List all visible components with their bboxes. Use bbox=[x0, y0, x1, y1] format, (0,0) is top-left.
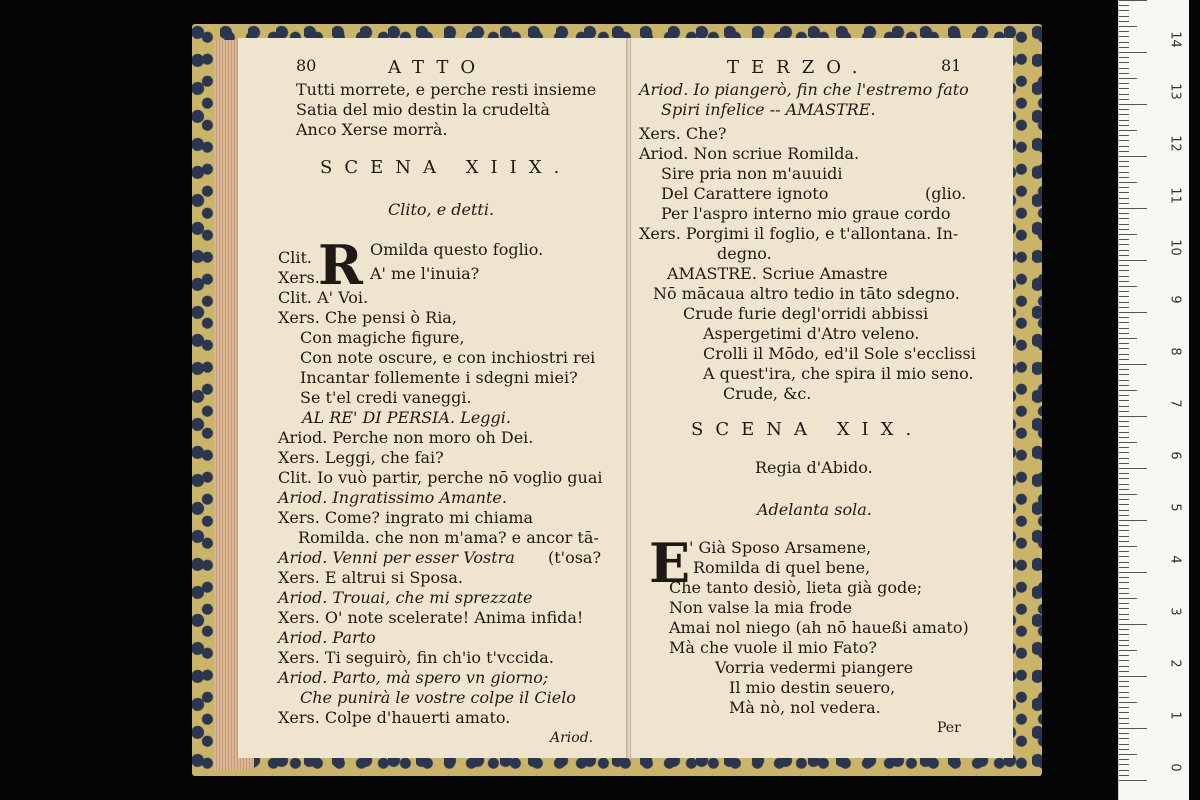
ruler-tick bbox=[1119, 754, 1137, 755]
text-line: Omilda questo foglio. bbox=[370, 240, 544, 259]
ruler-tick bbox=[1119, 624, 1147, 625]
text-line: Crude furie degl'orridi abbissi bbox=[683, 304, 929, 323]
text-line: Xers. Colpe d'hauerti amato. bbox=[278, 708, 511, 727]
text-line: Per l'aspro interno mio graue cordo bbox=[661, 204, 951, 223]
ruler-tick bbox=[1119, 650, 1137, 651]
ruler-label: 11 bbox=[1167, 187, 1183, 204]
text-line: Non valse la mia frode bbox=[669, 598, 853, 617]
measurement-ruler bbox=[1118, 0, 1189, 800]
ruler-tick bbox=[1119, 166, 1129, 167]
text-line: Xers. Che? bbox=[639, 124, 727, 143]
speaker-label: Xers. bbox=[278, 268, 320, 287]
ruler-label: 5 bbox=[1167, 503, 1183, 512]
ruler-tick bbox=[1119, 286, 1137, 287]
ruler-tick bbox=[1119, 406, 1129, 407]
text-line: Xers. Come? ingrato mi chiama bbox=[278, 508, 534, 527]
ruler-tick bbox=[1119, 468, 1147, 469]
ruler-tick bbox=[1119, 218, 1129, 219]
ruler-tick bbox=[1119, 265, 1129, 266]
ruler-tick bbox=[1119, 78, 1137, 79]
text-line: AMASTRE. Scriue Amastre bbox=[667, 264, 888, 283]
ruler-tick bbox=[1119, 515, 1129, 516]
ruler-tick bbox=[1119, 681, 1129, 682]
ruler-tick bbox=[1119, 26, 1137, 27]
right-running-head: TERZO. bbox=[727, 57, 870, 78]
ruler-tick bbox=[1119, 489, 1129, 490]
ruler-label: 2 bbox=[1167, 659, 1183, 668]
ruler-tick bbox=[1119, 551, 1129, 552]
ruler-label: 7 bbox=[1167, 399, 1183, 408]
ruler-tick bbox=[1119, 541, 1129, 542]
ruler-tick bbox=[1119, 234, 1137, 235]
ruler-tick bbox=[1119, 452, 1129, 453]
ruler-tick bbox=[1119, 666, 1129, 667]
ruler-tick bbox=[1119, 614, 1129, 615]
ruler-tick bbox=[1119, 270, 1129, 271]
ruler-tick bbox=[1119, 645, 1129, 646]
catchword: Ariod. bbox=[550, 730, 594, 746]
text-line: Ariod. Ingratissimo Amante. bbox=[278, 488, 507, 507]
ruler-tick bbox=[1119, 484, 1129, 485]
ruler-tick bbox=[1119, 307, 1129, 308]
left-page bbox=[238, 38, 627, 758]
ruler-tick bbox=[1119, 348, 1129, 349]
ruler-tick bbox=[1119, 619, 1129, 620]
text-line: Incantar follemente i sdegni miei? bbox=[300, 368, 578, 387]
left-page-number: 80 bbox=[296, 56, 317, 75]
ruler-label: 3 bbox=[1167, 607, 1183, 616]
ruler-tick bbox=[1119, 562, 1129, 563]
ruler-tick bbox=[1119, 660, 1129, 661]
ruler-tick bbox=[1119, 354, 1129, 355]
ruler-tick bbox=[1119, 473, 1129, 474]
text-line: A quest'ira, che spira il mio seno. bbox=[703, 364, 974, 383]
ruler-tick bbox=[1119, 317, 1129, 318]
ruler-tick bbox=[1119, 770, 1129, 771]
ruler-tick bbox=[1119, 707, 1129, 708]
ruler-tick bbox=[1119, 728, 1147, 729]
ruler-tick bbox=[1119, 775, 1129, 776]
ruler-tick bbox=[1119, 640, 1129, 641]
ruler-tick bbox=[1119, 187, 1129, 188]
text-line: Ariod. Non scriue Romilda. bbox=[639, 144, 860, 163]
ruler-tick bbox=[1119, 192, 1129, 193]
ruler-tick bbox=[1119, 52, 1147, 53]
text-line: Ariod. Parto bbox=[278, 628, 376, 647]
text-line: Il mio destin seuero, bbox=[729, 678, 896, 697]
text-line: Crude, &c. bbox=[723, 384, 812, 403]
ruler-tick bbox=[1119, 359, 1129, 360]
ruler-tick bbox=[1119, 598, 1137, 599]
text-line: Con note oscure, e con inchiostri rei bbox=[300, 348, 596, 367]
ruler-tick bbox=[1119, 718, 1129, 719]
ruler-tick bbox=[1119, 296, 1129, 297]
ruler-label: 12 bbox=[1167, 135, 1183, 152]
ruler-tick bbox=[1119, 208, 1147, 209]
ruler-tick bbox=[1119, 676, 1147, 677]
ruler-tick bbox=[1119, 120, 1129, 121]
ruler-tick bbox=[1119, 177, 1129, 178]
ruler-tick bbox=[1119, 135, 1129, 136]
ruler-tick bbox=[1119, 478, 1129, 479]
ruler-tick bbox=[1119, 42, 1129, 43]
ruler-tick bbox=[1119, 603, 1129, 604]
ruler-tick bbox=[1119, 733, 1129, 734]
text-line: (glio. bbox=[925, 184, 967, 203]
text-line: Ariod. Venni per esser Vostra bbox=[278, 548, 515, 567]
ruler-label: 8 bbox=[1167, 347, 1183, 356]
text-line: Tutti morrete, e perche resti insieme bbox=[296, 80, 597, 99]
ruler-tick bbox=[1119, 260, 1147, 261]
ruler-tick bbox=[1119, 463, 1129, 464]
ruler-tick bbox=[1119, 447, 1129, 448]
ruler-tick bbox=[1119, 374, 1129, 375]
ruler-tick bbox=[1119, 114, 1129, 115]
ruler-tick bbox=[1119, 671, 1129, 672]
ruler-tick bbox=[1119, 442, 1137, 443]
ruler-tick bbox=[1119, 203, 1129, 204]
ruler-tick bbox=[1119, 536, 1129, 537]
text-line: Nō mācaua altro tedio in tāto sdegno. bbox=[653, 284, 960, 303]
ruler-tick bbox=[1119, 73, 1129, 74]
ruler-tick bbox=[1119, 437, 1129, 438]
ruler-tick bbox=[1119, 749, 1129, 750]
ruler-tick bbox=[1119, 385, 1129, 386]
ruler-tick bbox=[1119, 458, 1129, 459]
text-line: A' me l'inuia? bbox=[370, 264, 480, 283]
text-line: Ariod. Trouai, che mi sprezzate bbox=[278, 588, 533, 607]
text-line: Xers. Che pensi ò Ria, bbox=[278, 308, 457, 327]
ruler-tick bbox=[1119, 109, 1129, 110]
text-line: Aspergetimi d'Atro veleno. bbox=[703, 324, 920, 343]
text-line: Con magiche figure, bbox=[300, 328, 465, 347]
ruler-tick bbox=[1119, 250, 1129, 251]
ruler-tick bbox=[1119, 130, 1137, 131]
ruler-tick bbox=[1119, 400, 1129, 401]
text-line: Mà nò, nol vedera. bbox=[729, 698, 881, 717]
ruler-tick bbox=[1119, 213, 1129, 214]
ruler-tick bbox=[1119, 104, 1147, 105]
ruler-tick bbox=[1119, 510, 1129, 511]
ruler-label: 14 bbox=[1167, 31, 1183, 48]
stage-direction: Adelanta sola. bbox=[757, 500, 872, 519]
ruler-tick bbox=[1119, 57, 1129, 58]
ruler-tick bbox=[1119, 380, 1129, 381]
text-line: Crolli il Mōdo, ed'il Sole s'ecclissi bbox=[703, 344, 976, 363]
speaker-label: Clit. bbox=[278, 248, 312, 267]
ruler-tick bbox=[1119, 5, 1129, 6]
text-line: Che tanto desiò, lieta già gode; bbox=[669, 578, 923, 597]
ruler-tick bbox=[1119, 416, 1147, 417]
text-line: Xers. Porgimi il foglio, e t'allontana. In- bbox=[639, 224, 959, 243]
ruler-tick bbox=[1119, 10, 1129, 11]
ruler-tick bbox=[1119, 634, 1129, 635]
stage-direction: Clito, e detti. bbox=[388, 200, 495, 219]
ruler-tick bbox=[1119, 530, 1129, 531]
ruler-tick bbox=[1119, 520, 1147, 521]
ruler-tick bbox=[1119, 744, 1129, 745]
location-line: Regia d'Abido. bbox=[755, 458, 873, 477]
ruler-tick bbox=[1119, 291, 1129, 292]
text-line: Xers. Ti seguirò, fin ch'io t'vccida. bbox=[278, 648, 554, 667]
ruler-tick bbox=[1119, 494, 1137, 495]
text-line: Clit. A' Voi. bbox=[278, 288, 369, 307]
ruler-label: 10 bbox=[1167, 239, 1183, 256]
text-line: Xers. E altrui si Sposa. bbox=[278, 568, 463, 587]
text-line: Clit. Io vuò partir, perche nō voglio guai bbox=[278, 468, 603, 487]
text-line: Ariod. Parto, mà spero vn giorno; bbox=[278, 668, 549, 687]
ruler-tick bbox=[1119, 572, 1147, 573]
ruler-tick bbox=[1119, 432, 1129, 433]
ruler-tick bbox=[1119, 255, 1129, 256]
ruler-tick bbox=[1119, 0, 1147, 1]
ruler-tick bbox=[1119, 229, 1129, 230]
ruler-tick bbox=[1119, 31, 1129, 32]
text-line: Anco Xerse morrà. bbox=[296, 120, 448, 139]
text-line: Amai nol niego (ah nō haueßi amato) bbox=[669, 618, 969, 637]
ruler-tick bbox=[1119, 88, 1129, 89]
text-line: Ariod. Perche non moro oh Dei. bbox=[278, 428, 534, 447]
ruler-tick bbox=[1119, 629, 1129, 630]
ruler-tick bbox=[1119, 281, 1129, 282]
ruler-label: 1 bbox=[1167, 711, 1183, 720]
ruler-tick bbox=[1119, 146, 1129, 147]
ruler-label: 4 bbox=[1167, 555, 1183, 564]
ruler-tick bbox=[1119, 312, 1147, 313]
ruler-tick bbox=[1119, 759, 1129, 760]
text-line: Se t'el credi vaneggi. bbox=[300, 388, 472, 407]
ruler-tick bbox=[1119, 608, 1129, 609]
ruler-tick bbox=[1119, 712, 1129, 713]
ruler-tick bbox=[1119, 83, 1129, 84]
ruler-tick bbox=[1119, 686, 1129, 687]
ruler-tick bbox=[1119, 546, 1137, 547]
text-line: Vorria vedermi piangere bbox=[715, 658, 914, 677]
ruler-tick bbox=[1119, 36, 1129, 37]
ruler-tick bbox=[1119, 567, 1129, 568]
ruler-tick bbox=[1119, 172, 1129, 173]
left-running-head: ATTO bbox=[388, 57, 488, 78]
text-line: Sire pria non m'auuidi bbox=[661, 164, 843, 183]
ruler-tick bbox=[1119, 343, 1129, 344]
text-line: Del Carattere ignoto bbox=[661, 184, 829, 203]
ruler-tick bbox=[1119, 21, 1129, 22]
text-line: degno. bbox=[717, 244, 772, 263]
text-line: Romilda di quel bene, bbox=[693, 558, 871, 577]
ruler-tick bbox=[1119, 99, 1129, 100]
ruler-tick bbox=[1119, 364, 1147, 365]
text-line: Xers. O' note scelerate! Anima infida! bbox=[278, 608, 584, 627]
ruler-tick bbox=[1119, 198, 1129, 199]
ruler-tick bbox=[1119, 764, 1129, 765]
ruler-tick bbox=[1119, 47, 1129, 48]
ruler-tick bbox=[1119, 697, 1129, 698]
ruler-tick bbox=[1119, 182, 1137, 183]
ruler-label: 13 bbox=[1167, 83, 1183, 100]
text-line: AL RE' DI PERSIA. Leggi. bbox=[302, 408, 511, 427]
ruler-tick bbox=[1119, 322, 1129, 323]
ruler-tick bbox=[1119, 125, 1129, 126]
ruler-tick bbox=[1119, 499, 1129, 500]
ruler-tick bbox=[1119, 140, 1129, 141]
ruler-tick bbox=[1119, 302, 1129, 303]
ruler-tick bbox=[1119, 390, 1137, 391]
text-line: Romilda. che non m'ama? e ancor tā- bbox=[298, 528, 599, 547]
ruler-tick bbox=[1119, 161, 1129, 162]
right-page-number: 81 bbox=[941, 56, 962, 75]
ruler-label: 6 bbox=[1167, 451, 1183, 460]
ruler-tick bbox=[1119, 16, 1129, 17]
ruler-tick bbox=[1119, 426, 1129, 427]
ruler-tick bbox=[1119, 338, 1137, 339]
text-line: ' Già Sposo Arsamene, bbox=[689, 538, 872, 557]
ruler-tick bbox=[1119, 692, 1129, 693]
ruler-tick bbox=[1119, 556, 1129, 557]
text-line: Spiri infelice -- AMASTRE. bbox=[661, 100, 876, 119]
text-line: Ariod. Io piangerò, fin che l'estremo fato bbox=[639, 80, 969, 99]
ruler-tick bbox=[1119, 582, 1129, 583]
text-line: Che punirà le vostre colpe il Cielo bbox=[300, 688, 576, 707]
ruler-tick bbox=[1119, 244, 1129, 245]
ruler-label: 0 bbox=[1167, 763, 1183, 772]
ruler-tick bbox=[1119, 62, 1129, 63]
ruler-tick bbox=[1119, 369, 1129, 370]
ruler-tick bbox=[1119, 411, 1129, 412]
ruler-tick bbox=[1119, 504, 1129, 505]
text-line: (t'osa? bbox=[548, 548, 602, 567]
ruler-label: 9 bbox=[1167, 295, 1183, 304]
ruler-tick bbox=[1119, 224, 1129, 225]
ruler-tick bbox=[1119, 421, 1129, 422]
ruler-tick bbox=[1119, 94, 1129, 95]
ruler-tick bbox=[1119, 780, 1147, 781]
ruler-tick bbox=[1119, 333, 1129, 334]
ruler-tick bbox=[1119, 655, 1129, 656]
ruler-tick bbox=[1119, 151, 1129, 152]
ruler-tick bbox=[1119, 68, 1129, 69]
text-line: Xers. Leggi, che fai? bbox=[278, 448, 444, 467]
ruler-tick bbox=[1119, 239, 1129, 240]
scene-heading: SCENA XIX. bbox=[691, 419, 924, 440]
ruler-tick bbox=[1119, 593, 1129, 594]
ruler-tick bbox=[1119, 395, 1129, 396]
catchword: Per bbox=[937, 720, 961, 736]
drop-cap: E bbox=[649, 531, 691, 595]
drop-cap: R bbox=[318, 233, 363, 297]
ruler-tick bbox=[1119, 276, 1129, 277]
ruler-tick bbox=[1119, 525, 1129, 526]
ruler-tick bbox=[1119, 577, 1129, 578]
scene-heading: SCENA XIIX. bbox=[320, 157, 572, 178]
ruler-tick bbox=[1119, 723, 1129, 724]
ruler-tick bbox=[1119, 588, 1129, 589]
right-page bbox=[630, 38, 1013, 758]
ruler-tick bbox=[1119, 702, 1137, 703]
ruler-tick bbox=[1119, 738, 1129, 739]
ruler-tick bbox=[1119, 156, 1147, 157]
text-line: Satia del mio destin la crudeltà bbox=[296, 100, 550, 119]
text-line: Mà che vuole il mio Fato? bbox=[669, 638, 877, 657]
ruler-tick bbox=[1119, 328, 1129, 329]
